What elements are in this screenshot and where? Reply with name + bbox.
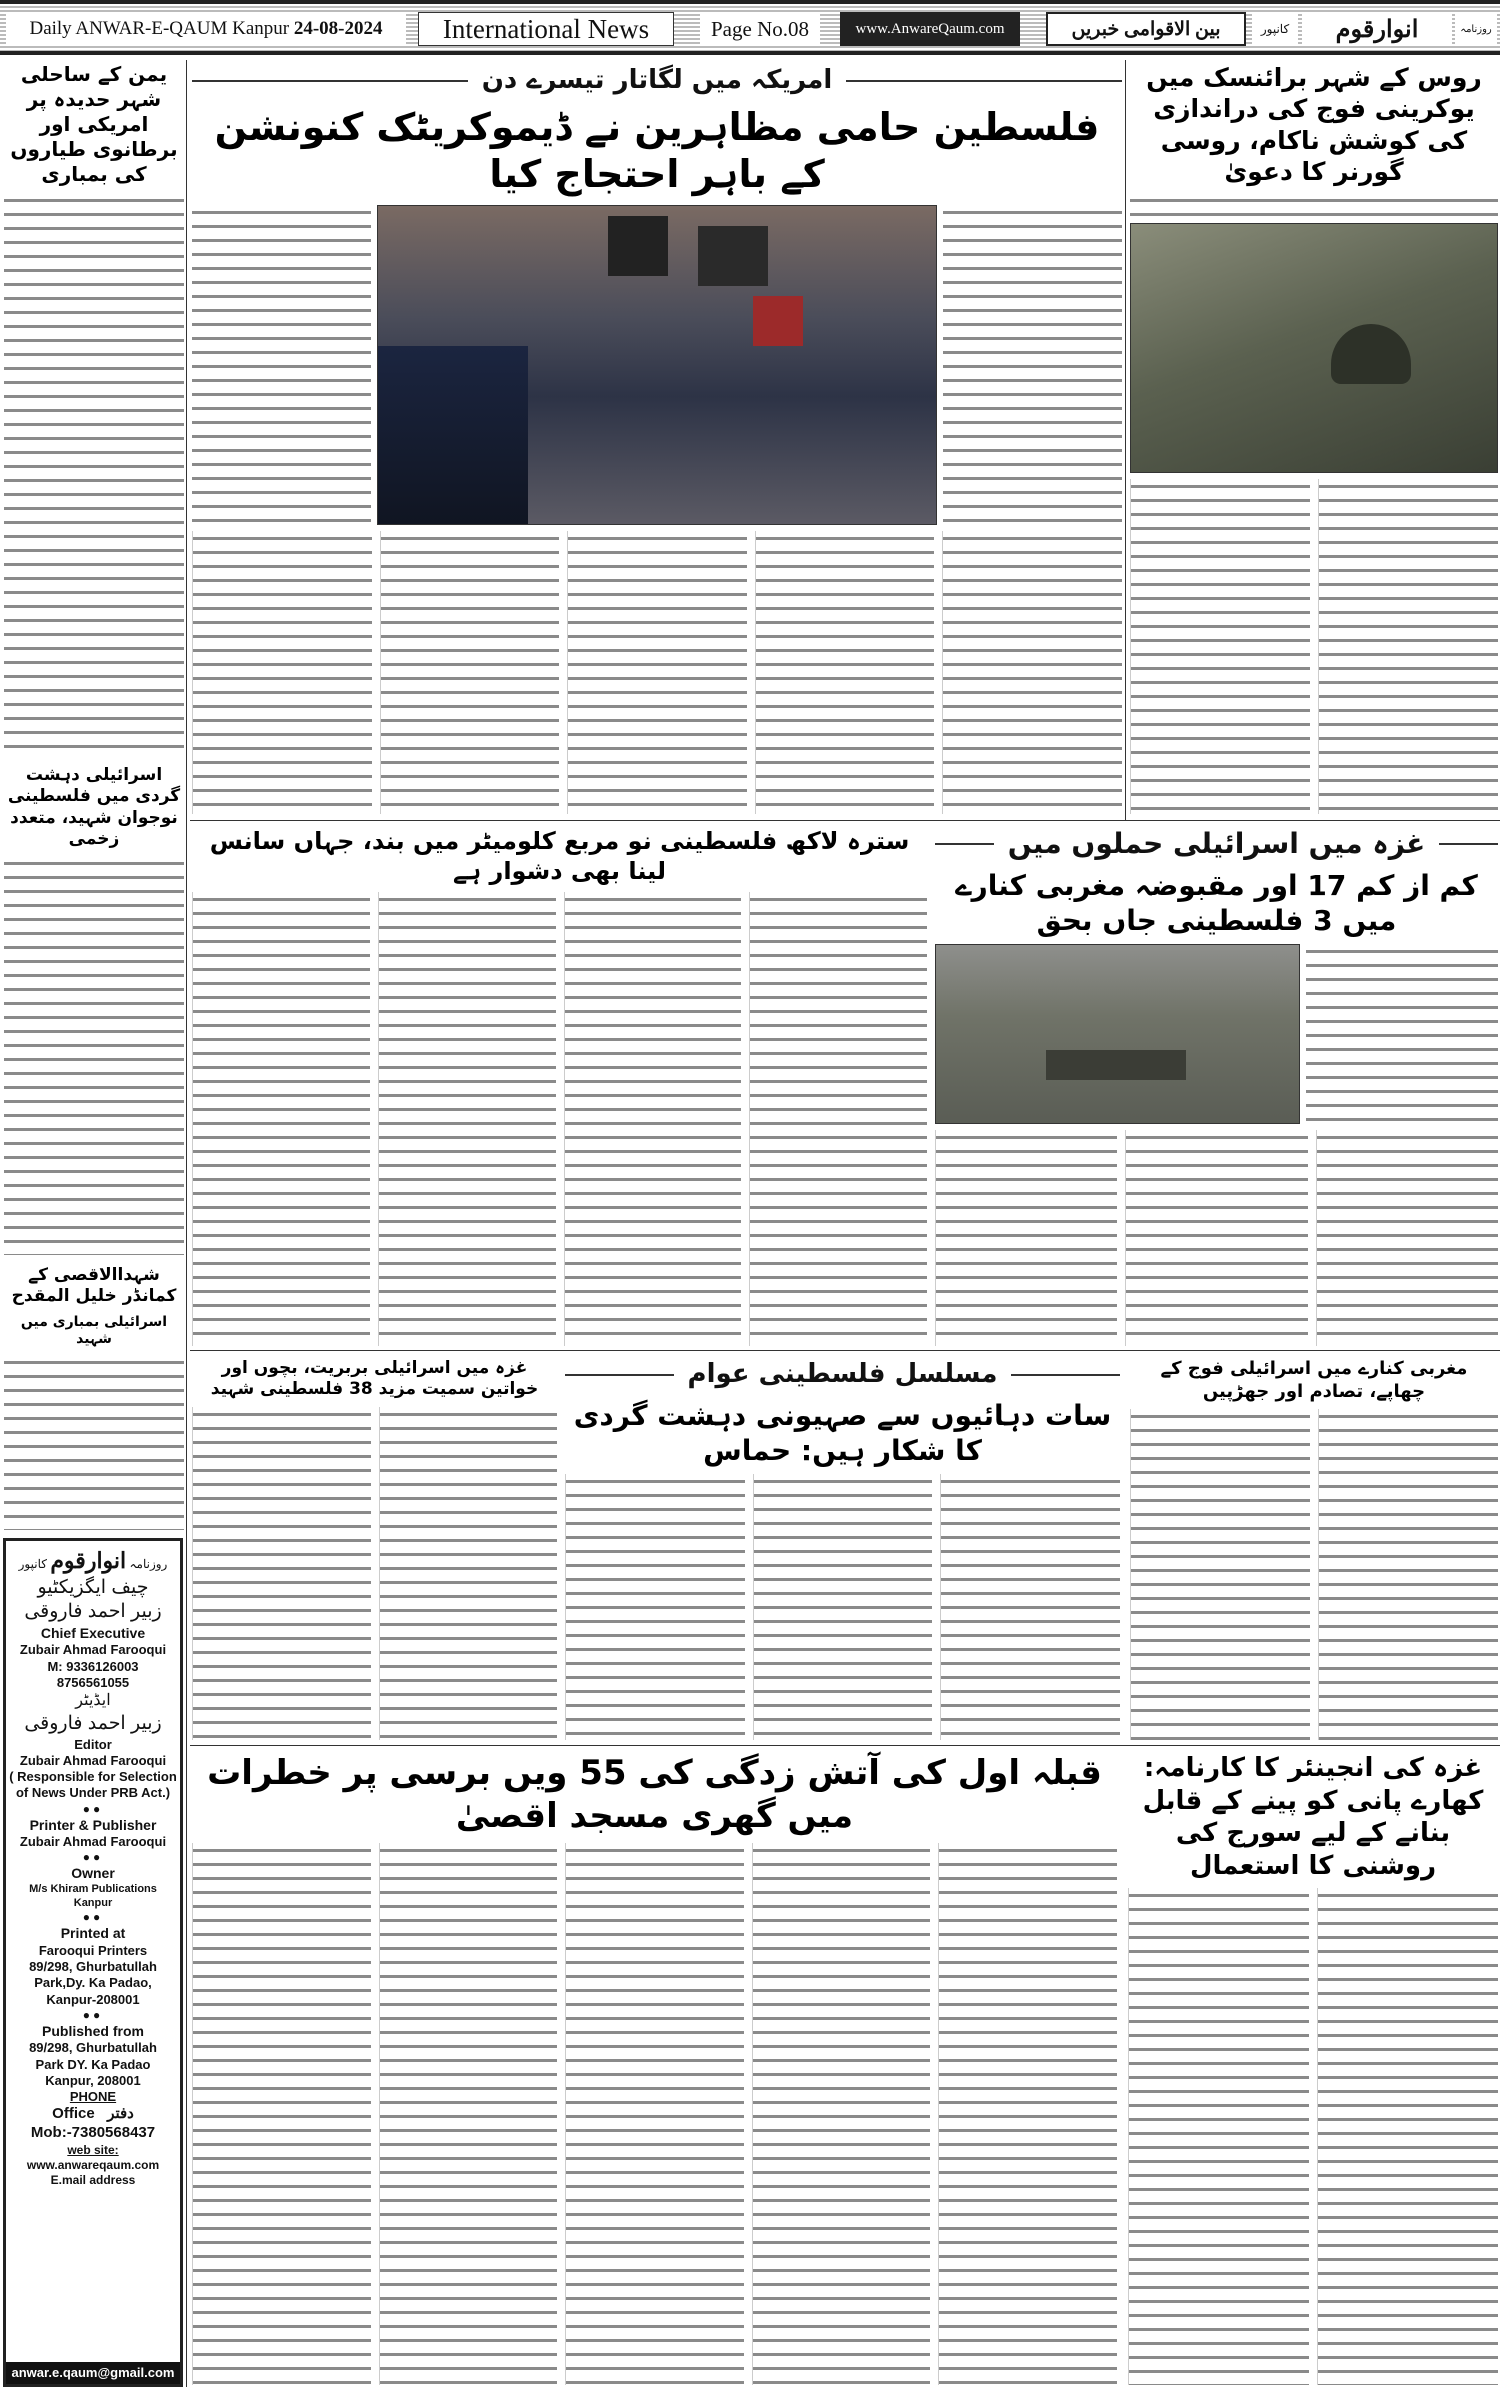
city-urdu: کانپور <box>1252 12 1298 46</box>
aqsa-story <box>192 1752 1117 2385</box>
dnc-photo-row <box>192 205 1122 525</box>
office-line <box>6 2105 180 2124</box>
russia-body-columns <box>1130 479 1498 814</box>
printer-publisher-label: Printer & Publisher <box>29 1816 157 1833</box>
engineer-body-columns <box>1128 1888 1498 2385</box>
printer-name: Farooqui Printers <box>38 1942 148 1958</box>
yemen-body-text <box>4 193 184 757</box>
printer-publisher-name: Zubair Ahmad Farooqui <box>19 1834 167 1850</box>
russia-body-text <box>1130 193 1498 217</box>
printer-address: Kanpur-208001 <box>46 1991 140 2007</box>
email-label: E.mail address <box>50 2172 136 2187</box>
section-divider <box>190 820 1500 821</box>
printed-at-label: Printed at <box>60 1925 126 1942</box>
separator-dots: ●● <box>82 2007 104 2022</box>
paper-name-en <box>6 12 406 46</box>
gaza-crowded-body-columns <box>192 892 927 1346</box>
dnc-body-text <box>943 205 1122 525</box>
gaza-attacks-headline: کم از کم 17 اور مقبوضہ مغربی کنارے میں 3 فلسطینی جاں بحق <box>955 869 1478 938</box>
gaza-38-story <box>192 1358 557 1740</box>
section-title: International News <box>418 12 674 46</box>
masthead-name: انوارقوم <box>50 1548 127 1573</box>
russia-story <box>1130 62 1498 814</box>
west-bank-youth-body-text <box>4 856 184 1255</box>
owner-label: Owner <box>71 1865 115 1882</box>
hamas-kicker <box>565 1358 1120 1392</box>
column-divider <box>186 60 187 2387</box>
chief-name-urdu: زبیر احمد فاروقی <box>24 1601 162 1623</box>
masthead-website[interactable]: www.anwareqaum.com <box>26 2157 160 2172</box>
section-divider <box>190 1745 1500 1746</box>
issue-date: 24-08-2024 <box>293 18 383 39</box>
office-label-urdu: دفتر <box>107 2105 134 2123</box>
gaza-crowded-story <box>192 826 927 1346</box>
protest-sign <box>753 296 803 346</box>
printer-address: Park,Dy. Ka Padao, <box>34 1975 152 1991</box>
masthead-email[interactable]: anwar.e.qaum@gmail.com <box>6 2362 180 2384</box>
separator-dots: ●● <box>82 1850 104 1865</box>
gaza-attacks-body-text <box>1306 944 1498 1124</box>
daily-urdu: روزنامہ <box>1455 12 1497 46</box>
tank-photo <box>935 944 1300 1124</box>
soldier-helmet <box>1331 324 1411 384</box>
khalil-headline: شہداالاقصی کے کمانڈر خلیل المقدح <box>11 1265 177 1307</box>
khalil-subheadline: اسرائیلی بمباری میں شہید <box>20 1313 168 1347</box>
dnc-headline: فلسطین حامی مظاہرین نے ڈیموکریٹک کنونشن کے باہر احتجاج کیا <box>214 104 1100 197</box>
gaza-attacks-story <box>935 826 1498 1346</box>
tank-shape <box>1046 1050 1186 1080</box>
west-bank-youth-headline: اسرائیلی دہشت گردی میں فلسطینی نوجوان شہید، متعدد زخمی <box>7 765 181 849</box>
protest-sign <box>608 216 668 276</box>
dnc-kicker <box>192 64 1122 98</box>
editor-name: Zubair Ahmad Farooqui <box>19 1752 167 1768</box>
publish-address: Park DY. Ka Padao <box>35 2056 151 2072</box>
gaza-attacks-kicker <box>935 826 1498 862</box>
west-bank-youth-story <box>4 765 184 1255</box>
west-bank-raids-body-columns <box>1130 1409 1498 1740</box>
hamas-kicker-text: مسلسل فلسطینی عوام <box>687 1359 998 1389</box>
mobile-2: 8756561055 <box>56 1674 130 1690</box>
protest-photo <box>377 205 937 525</box>
masthead-city: کانپور <box>18 1557 47 1571</box>
gaza-38-body-columns <box>192 1407 557 1741</box>
publish-address: 89/298, Ghurbatullah <box>29 2040 157 2056</box>
chief-exec-urdu: چیف ایگزیکٹیو <box>37 1576 149 1598</box>
aqsa-body-columns <box>192 1843 1117 2385</box>
owner-name: M/s Khiram Publications <box>29 1882 157 1895</box>
prb-note: ( Responsible for Selection of News Under PRB Act.) <box>9 1769 177 1801</box>
page-header <box>0 0 1500 55</box>
gaza-attacks-kicker-text: غزہ میں اسرائیلی حملوں میں <box>1007 827 1426 860</box>
section-divider <box>190 1350 1500 1351</box>
yemen-story <box>4 62 184 757</box>
hamas-headline: سات دہائیوں سے صہیونی دہشت گردی کا شکار ہیں: حماس <box>573 1398 1112 1467</box>
separator-dots: ●● <box>82 1801 104 1816</box>
russia-headline: روس کے شہر برائنسک میں یوکرینی فوج کی دراندازی کی کوشش ناکام، روسی گورنر کا دعویٰ <box>1146 63 1482 186</box>
khalil-story <box>4 1265 184 1530</box>
phone-label: PHONE <box>69 2089 117 2105</box>
paper-name-text: Daily ANWAR-E-QAUM Kanpur <box>29 18 290 39</box>
gaza-crowded-headline: سترہ لاکھ فلسطینی نو مربع کلومیٹر میں بند، جہاں سانس لینا بھی دشوار ہے <box>209 827 910 885</box>
engineer-story <box>1128 1752 1498 2385</box>
section-title-urdu: بین الاقوامی خبریں <box>1046 12 1246 46</box>
masthead-daily: روزنامہ <box>129 1557 168 1571</box>
published-from-label: Published from <box>42 2022 144 2039</box>
protest-sign <box>698 226 768 286</box>
office-label: Office <box>52 2105 95 2123</box>
masthead-spacer <box>6 2188 180 2362</box>
mobile-1: M: 9336126003 <box>47 1658 139 1674</box>
dnc-body-text <box>192 205 371 525</box>
editor-name-urdu: زبیر احمد فاروقی <box>24 1713 162 1735</box>
separator-dots: ●● <box>82 1910 104 1925</box>
gaza-attacks-photo-row <box>935 944 1498 1124</box>
yemen-headline: یمن کے ساحلی شہر حدیدہ پر امریکی اور برطانوی طیاروں کی بمباری <box>10 62 178 186</box>
west-bank-raids-story <box>1130 1358 1498 1740</box>
engineer-headline: غزہ کی انجینئر کا کارنامہ: کھارے پانی کو پینے کے قابل بنانے کے لیے سورج کی روشنی کا استعمال <box>1142 1753 1484 1881</box>
gaza-38-headline: غزہ میں اسرائیلی بربریت، بچوں اور خواتین سمیت مزید 38 فلسطینی شہید <box>210 1358 539 1400</box>
ukrainian-soldier-photo <box>1130 223 1498 473</box>
column-divider <box>1125 60 1126 820</box>
website-label: web site: <box>67 2142 119 2157</box>
printer-address: 89/298, Ghurbatullah <box>29 1959 157 1975</box>
khalil-body-text <box>4 1355 184 1531</box>
masthead-logo <box>6 1547 180 1576</box>
paper-logo-urdu: انوارقوم <box>1302 12 1452 46</box>
page-number: Page No.08 <box>700 12 820 46</box>
masthead-box <box>3 1538 183 2387</box>
aqsa-headline: قبلہ اول کی آتش زدگی کی 55 ویں برسی پر خطرات میں گھری مسجد اقصیٰ <box>207 1753 1102 1836</box>
dnc-body-columns <box>192 531 1122 814</box>
dnc-kicker-text: امریکہ میں لگاتار تیسرے دن <box>481 65 833 95</box>
office-mobile: Mob:-7380568437 <box>30 2124 156 2142</box>
publish-address: Kanpur, 208001 <box>45 2072 141 2088</box>
hamas-body-columns <box>565 1474 1120 1740</box>
editor-urdu: ایڈیٹر <box>75 1692 111 1710</box>
chief-exec-name: Zubair Ahmad Farooqui <box>19 1642 167 1658</box>
chief-exec-label: Chief Executive <box>40 1624 146 1641</box>
website-link[interactable]: www.AnwareQaum.com <box>840 12 1020 46</box>
gaza-attacks-body-columns <box>935 1130 1498 1346</box>
owner-city: Kanpur <box>73 1896 113 1909</box>
dnc-story <box>192 64 1122 814</box>
editor-label: Editor <box>74 1736 112 1752</box>
hamas-story <box>565 1358 1120 1740</box>
west-bank-raids-headline: مغربی کنارے میں اسرائیلی فوج کے چھاپے، تصادم اور جھڑپیں <box>1160 1358 1468 1402</box>
police-officers <box>378 346 528 524</box>
